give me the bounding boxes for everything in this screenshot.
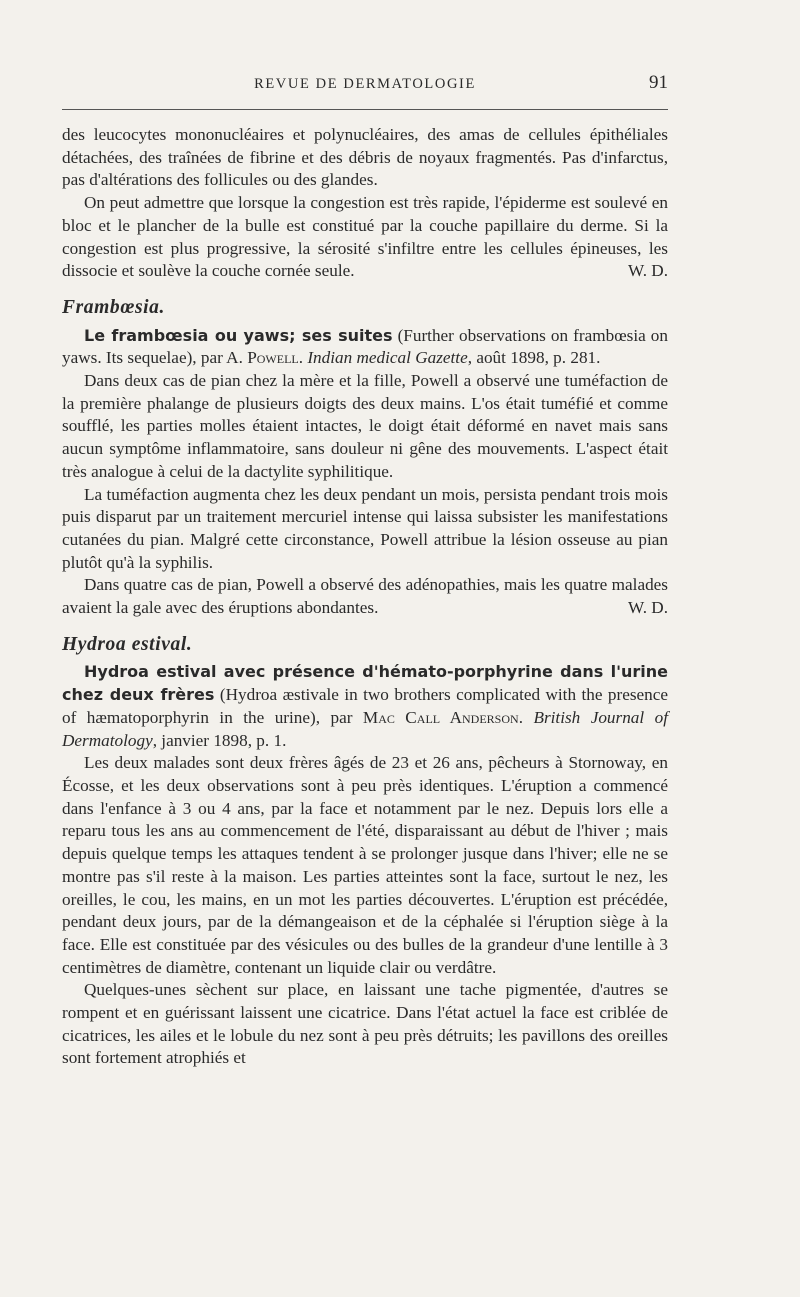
section-heading-framboesia: Frambœsia. <box>62 296 165 318</box>
article-reference <box>62 661 668 752</box>
paragraph-text: Dans quatre cas de pian, Powell a observé des adénopathies, mais les quatre malades avaient la gale avec des éruptions abondantes. <box>62 575 668 618</box>
journal-name: Indian medical Gazette <box>307 348 468 368</box>
citation-text: (Hydroa æstivale in two brothers complicated with the presence of hæmatoporphyrin in the urine), par <box>62 685 669 727</box>
section-heading-hydroa: Hydroa estival. <box>62 633 193 655</box>
header-rule <box>62 109 668 110</box>
article-title: Hydroa estival avec présence d'hémato-porphyrine dans l'urine chez deux frères <box>62 662 668 705</box>
author-name: Mac Call Anderson <box>362 707 519 727</box>
article-title: Le frambœsia ou yaws; ses suites <box>84 325 393 345</box>
article-reference <box>62 325 668 370</box>
paragraph: La tuméfaction augmenta chez les deux pendant un mois, persista pendant trois mois puis disparut par un traitement mercuriel intense qui laissa subsister les manifestations cutanées du pian. Malgré cette circonstance, Powell attribue la lésion osseuse au pian plutôt qu'à la syphilis. <box>62 484 668 572</box>
citation-separator: . <box>518 707 523 727</box>
signature-initials: W. D. <box>628 598 668 618</box>
paragraph: Les deux malades sont deux frères âgés de 23 et 26 ans, pêcheurs à Stornoway, en Écosse, et les deux observations sont à peu près identiques. L'éruption a commencé dans l'enfance à 3 ou 4 ans, par la face et notamment par le nez. Depuis lors elle a reparu tous les ans au commencement de l'été, disparaissant au début de l'hiver ; mais depuis quelque temps les attaques tendent à se prolonger jusque dans l'hiver; elle ne se montre pas s'il reste à la maison. Les parties atteintes sont la face, surtout le nez, les oreilles, le cou, les mains, en un mot les parties découvertes. L'éruption est précédée, pendant deux jours, par de la démangeaison et de la céphalée si l'éruption siège à la face. Elle est constituée par des vésicules ou des bulles de la grandeur d'une lentille à 3 centimètres de diamètre, contenant un liquide clair ou verdâtre. <box>62 753 668 977</box>
running-title: REVUE DE DERMATOLOGIE <box>254 76 476 92</box>
paragraph: Quelques-unes sèchent sur place, en laissant une tache pigmentée, d'autres se rompent et en guérissant laissent une cicatrice. Dans l'état actuel la face est criblée de cicatrices, les ailes et le lobule du nez sont à peu près détruits; les pavillons des oreilles sont fortement atrophiés et <box>62 980 668 1068</box>
journal-name: British Journal of Dermatology <box>62 707 668 750</box>
body-text <box>62 124 668 1070</box>
page-number: 91 <box>649 72 668 93</box>
citation-separator: . <box>298 348 304 368</box>
paragraph-text: On peut admettre que lorsque la congestion est très rapide, l'épiderme est soulevé en bloc et le plancher de la bulle est constitué par la couche papillaire du derme. Si la congestion est plus progressive, la sérosité s'infiltre entre les cellules épineuses, les dissocie et soulève la couche cornée seule. <box>62 193 668 281</box>
page-header <box>62 72 668 102</box>
citation-date: , août 1898, p. 281. <box>467 348 601 368</box>
paragraph <box>62 192 668 283</box>
paragraph: Dans deux cas de pian chez la mère et la fille, Powell a observé une tuméfaction de la première phalange de plusieurs doigts des deux mains. L'os était tuméfié et comme soufflé, les parties molles étaient intactes, le doigt était déformé en navet mais sans aucun symptôme inflammatoire, sans douleur ni gêne des mouvements. L'aspect était très analogue à celui de la dactylite syphilitique. <box>62 371 668 481</box>
author-name: Powell <box>247 348 299 368</box>
citation-date: , janvier 1898, p. 1. <box>152 730 287 750</box>
paragraph: des leucocytes mononucléaires et polynucléaires, des amas de cellules épithéliales détachées, des traînées de fibrine et des débris de noyaux fragmentés. Pas d'infarctus, pas d'altérations des follicules ou des glandes. <box>62 125 668 190</box>
paragraph <box>62 574 668 619</box>
signature-initials: W. D. <box>628 261 668 281</box>
citation-text: (Further observations on frambœsia on yaws. Its sequelae), par A. <box>62 325 668 368</box>
